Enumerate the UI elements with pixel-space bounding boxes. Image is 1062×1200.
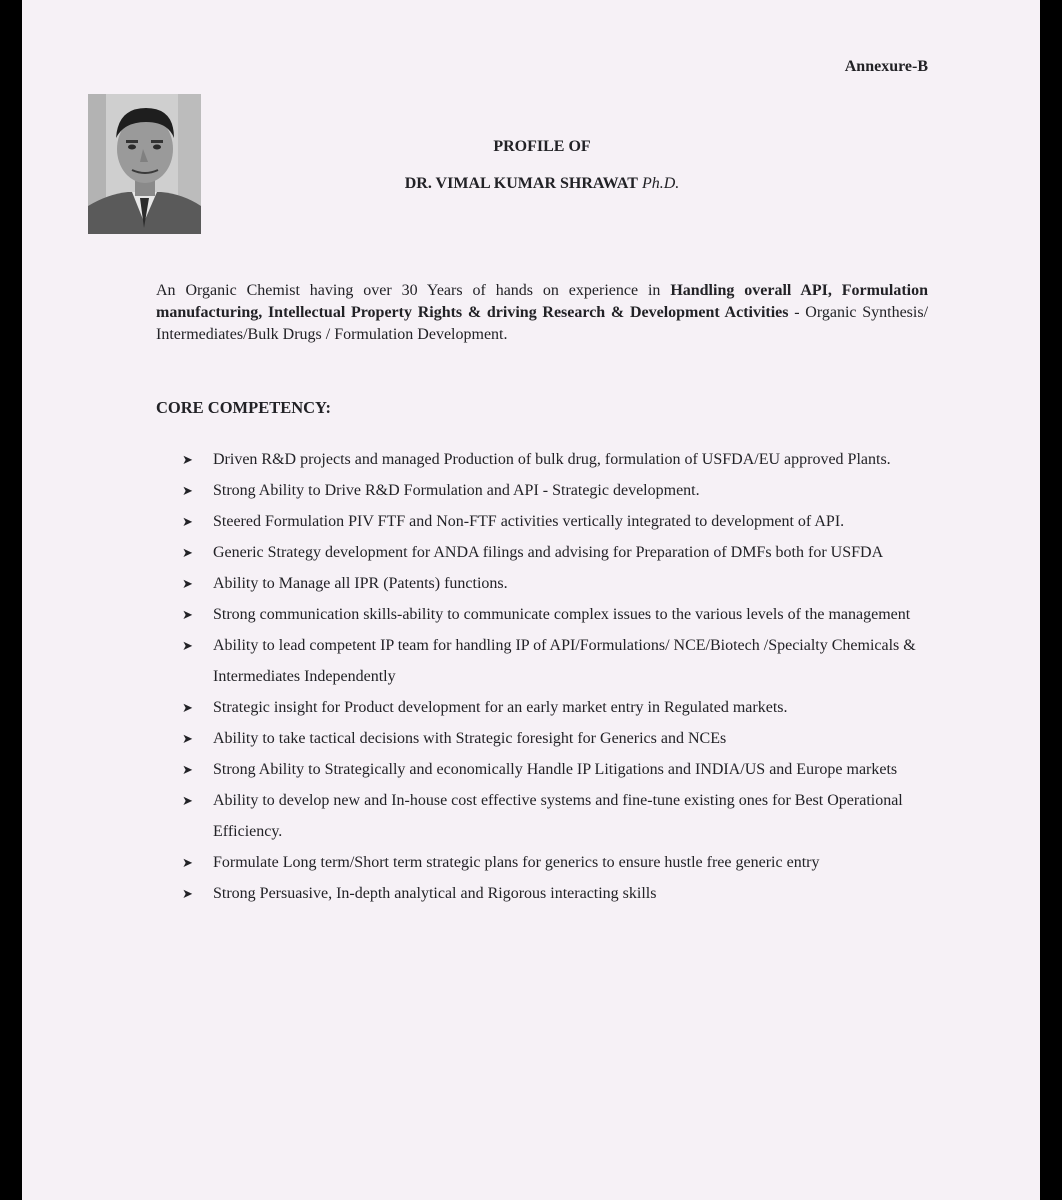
annexure-label: Annexure-B <box>844 58 928 75</box>
arrow-bullet-icon: ➤ <box>182 793 193 808</box>
arrow-bullet-icon: ➤ <box>182 576 193 591</box>
competency-item <box>182 537 922 568</box>
profile-name: DR. VIMAL KUMAR SHRAWAT <box>404 175 638 192</box>
profile-name-line <box>22 175 1040 193</box>
core-competency-heading: CORE COMPETENCY: <box>156 398 331 417</box>
competency-item <box>182 723 922 754</box>
intro-text-end: - Organic Synthesis/ Intermediates/Bulk Drugs / Formulation Development. <box>156 304 929 343</box>
arrow-bullet-icon: ➤ <box>182 483 193 498</box>
profile-degree: Ph.D. <box>641 175 680 192</box>
intro-paragraph <box>156 280 928 346</box>
document-page <box>22 0 1040 1200</box>
arrow-bullet-icon: ➤ <box>182 762 193 777</box>
competency-item <box>182 847 922 878</box>
arrow-bullet-icon: ➤ <box>182 886 193 901</box>
competency-text: Formulate Long term/Short term strategic plans for generics to ensure hustle free generic entry <box>213 854 820 871</box>
competency-item <box>182 444 922 475</box>
competency-text: Ability to lead competent IP team for handling IP of API/Formulations/ NCE/Biotech /Specialty Chemicals & Intermediates Independently <box>213 637 916 685</box>
arrow-bullet-icon: ➤ <box>182 731 193 746</box>
competency-item <box>182 506 922 537</box>
intro-text-start: An Organic Chemist having over 30 Years of hands on experience in <box>156 282 671 299</box>
competency-text: Steered Formulation PIV FTF and Non-FTF activities vertically integrated to development of API. <box>213 513 845 530</box>
arrow-bullet-icon: ➤ <box>182 607 193 622</box>
arrow-bullet-icon: ➤ <box>182 855 193 870</box>
arrow-bullet-icon: ➤ <box>182 452 193 467</box>
competency-text: Strong Ability to Strategically and economically Handle IP Litigations and INDIA/US and Europe markets <box>213 761 898 778</box>
competency-list <box>182 444 922 909</box>
competency-text: Strong communication skills-ability to communicate complex issues to the various levels of the management <box>213 606 911 623</box>
competency-item <box>182 630 922 692</box>
profile-title: PROFILE OF <box>493 138 591 155</box>
competency-text: Strong Persuasive, In-depth analytical and Rigorous interacting skills <box>213 885 657 902</box>
competency-text: Strategic insight for Product development for an early market entry in Regulated markets. <box>213 699 788 716</box>
portrait-photo-icon <box>88 94 201 234</box>
competency-text: Ability to develop new and In-house cost effective systems and fine-tune existing ones for Best Operational Efficiency. <box>213 792 903 840</box>
competency-text: Strong Ability to Drive R&D Formulation and API - Strategic development. <box>213 482 700 499</box>
arrow-bullet-icon: ➤ <box>182 638 193 653</box>
arrow-bullet-icon: ➤ <box>182 700 193 715</box>
competency-text: Ability to Manage all IPR (Patents) functions. <box>213 575 508 592</box>
arrow-bullet-icon: ➤ <box>182 545 193 560</box>
competency-item <box>182 785 922 847</box>
competency-item <box>182 475 922 506</box>
competency-text: Generic Strategy development for ANDA filings and advising for Preparation of DMFs both for USFDA <box>213 544 884 561</box>
portrait-photo <box>88 94 201 234</box>
competency-item <box>182 599 922 630</box>
competency-text: Driven R&D projects and managed Production of bulk drug, formulation of USFDA/EU approved Plants. <box>213 451 891 468</box>
competency-item <box>182 878 922 909</box>
arrow-bullet-icon: ➤ <box>182 514 193 529</box>
competency-item <box>182 754 922 785</box>
competency-text: Ability to take tactical decisions with Strategic foresight for Generics and NCEs <box>213 730 727 747</box>
competency-item <box>182 568 922 599</box>
competency-item <box>182 692 922 723</box>
intro-text-bold: Handling overall API, Formulation manufacturing, Intellectual Property Rights & driving Research & Development Activities <box>156 282 929 321</box>
